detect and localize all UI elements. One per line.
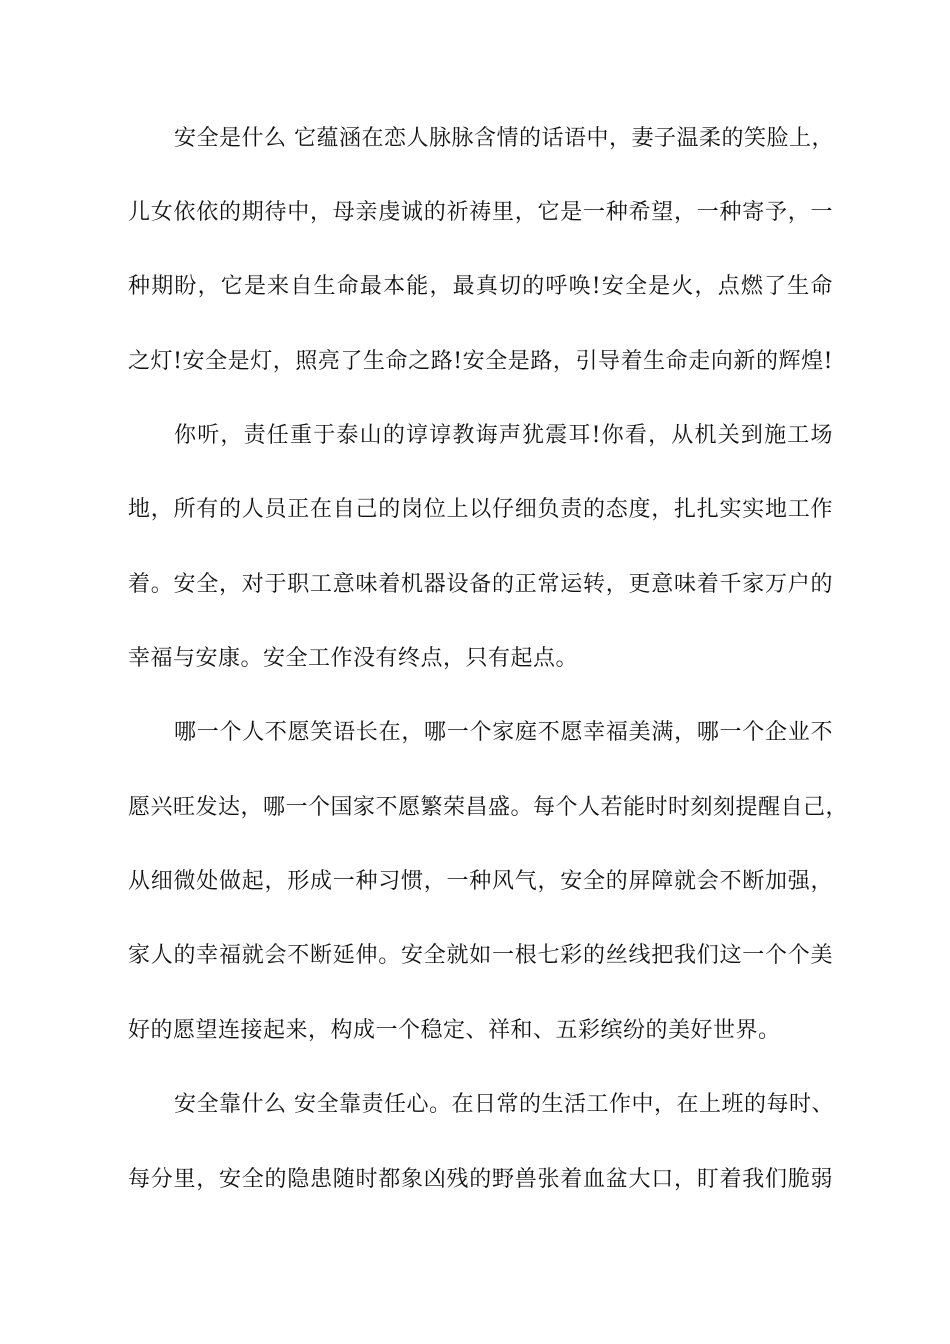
paragraph-3-line-2: 愿兴旺发达，哪一个国家不愿繁荣昌盛。每个人若能时时刻刻提醒自己， [128,795,849,820]
paragraph-3-line-3: 从细微处做起，形成一种习惯，一种风气，安全的屏障就会不断加强， [128,869,833,894]
paragraph-1-line-1: 安全是什么 它蕴涵在恋人脉脉含情的话语中，妻子温柔的笑脸上， [174,126,834,151]
paragraph-2-line-2: 地，所有的人员正在自己的岗位上以仔细负责的态度，扎扎实实地工作 [128,497,833,522]
paragraph-1-line-4: 之灯!安全是灯，照亮了生命之路!安全是路，引导着生命走向新的辉煌! [128,349,833,374]
paragraph-3-line-1: 哪一个人不愿笑语长在，哪一个家庭不愿幸福美满，哪一个企业不 [174,720,833,745]
paragraph-2-line-4: 幸福与安康。安全工作没有终点，只有起点。 [128,646,579,671]
paragraph-4-line-1: 安全靠什么 安全靠责任心。在日常的生活工作中，在上班的每时、 [174,1092,834,1117]
paragraph-4-line-2: 每分里，安全的隐患随时都象凶残的野兽张着血盆大口，盯着我们脆弱 [128,1167,833,1192]
paragraph-3-line-4: 家人的幸福就会不断延伸。安全就如一根七彩的丝线把我们这一个个美 [128,943,833,968]
paragraph-1-line-2: 儿女依依的期待中，母亲虔诚的祈祷里，它是一种希望，一种寄予，一 [128,200,833,225]
paragraph-3-line-5: 好的愿望连接起来，构成一个稳定、祥和、五彩缤纷的美好世界。 [128,1018,781,1043]
paragraph-1-line-3: 种期盼，它是来自生命最本能，最真切的呼唤!安全是火，点燃了生命 [128,274,833,299]
paragraph-2-line-3: 着。安全，对于职工意味着机器设备的正常运转，更意味着千家万户的 [128,572,833,597]
paragraph-2-line-1: 你听，责任重于泰山的谆谆教诲声犹震耳!你看，从机关到施工场 [174,423,833,448]
